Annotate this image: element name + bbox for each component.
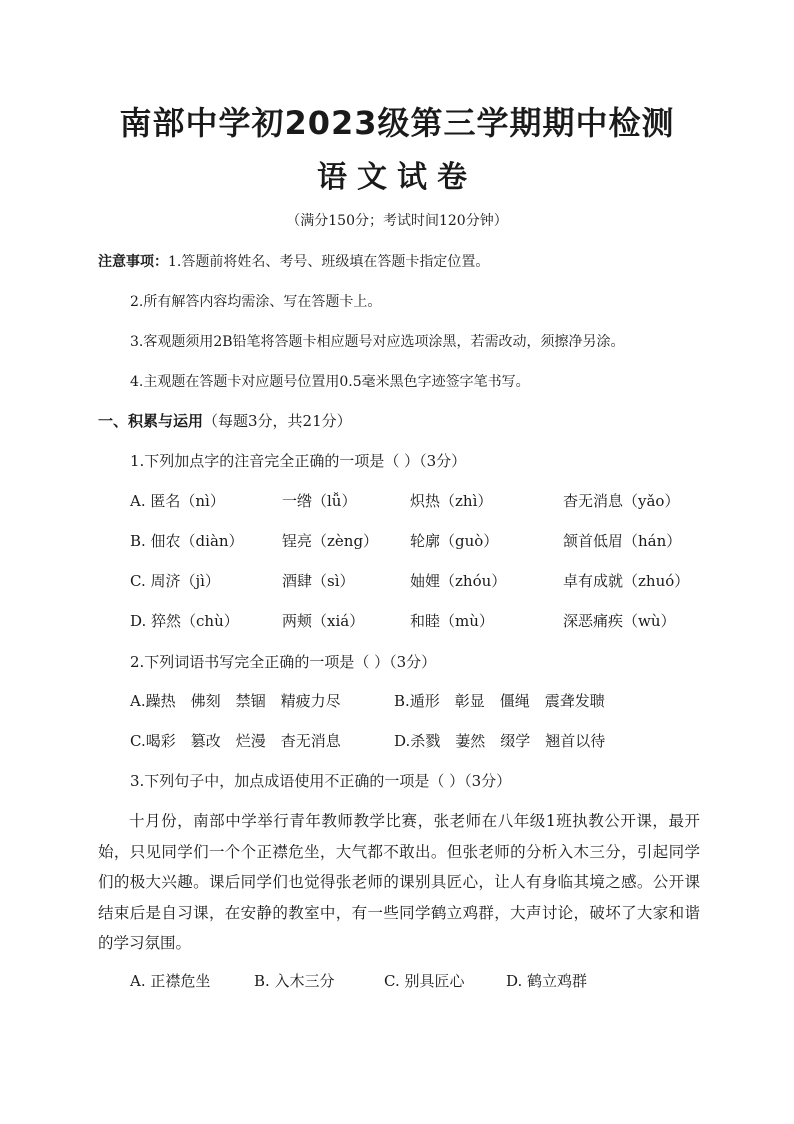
q1-a-3: 炽热（zhì） — [410, 492, 493, 510]
q1-c-4: 卓有成就（zhuó） — [563, 572, 690, 590]
q3-option-a: A. 正襟危坐 — [130, 972, 211, 990]
q3-stem: 3.下列句子中，加点成语使用不正确的一项是（ ）（3分） — [130, 772, 512, 790]
notes-item-3: 3.客观题须用2B铅笔将答题卡相应题号对应选项涂黑，若需改动，须擦净另涂。 — [130, 334, 625, 350]
q1-c-2: 酒肆（sì） — [282, 572, 355, 590]
notes-item-4: 4.主观题在答题卡对应题号位置用0.5毫米黑色字迹签字笔书写。 — [130, 374, 530, 390]
q1-d-4: 深恶痛疾（wù） — [563, 612, 676, 630]
section-1-info: （每题3分，共21分） — [203, 412, 352, 430]
section-1-heading-line — [98, 410, 352, 431]
notes-item-1-line — [98, 251, 489, 271]
q2-option-d: D.杀戮 萋然 缀学 翘首以待 — [394, 732, 606, 750]
q1-b-4: 颔首低眉（hán） — [563, 532, 682, 550]
q1-b-2: 锃亮（zèng） — [282, 532, 379, 550]
exam-subject: 语文试卷 — [317, 160, 477, 195]
q1-d-2: 两颊（xiá） — [282, 612, 365, 630]
q1-b-3: 轮廓（guò） — [410, 532, 499, 550]
section-1-heading: 一、积累与运用 — [98, 412, 204, 430]
q3-option-b: B. 入木三分 — [254, 972, 335, 990]
q1-c-3: 妯娌（zhóu） — [410, 572, 507, 590]
q1-stem: 1.下列加点字的注音完全正确的一项是（ ）（3分） — [130, 452, 467, 470]
q2-option-a: A.躁热 佛刻 禁锢 精疲力尽 — [130, 692, 341, 710]
notes-item-1: 1.答题前将姓名、考号、班级填在答题卡指定位置。 — [168, 254, 490, 270]
notes-item-2: 2.所有解答内容均需涂、写在答题卡上。 — [130, 294, 382, 310]
q3-option-c: C. 别具匠心 — [384, 972, 465, 990]
notes-label: 注意事项： — [98, 254, 168, 270]
q1-d-3: 和睦（mù） — [410, 612, 494, 630]
q1-b-1: B. 佃农（diàn） — [130, 532, 244, 550]
q1-d-1: D. 猝然（chù） — [130, 612, 239, 630]
q3-option-d: D. 鹤立鸡群 — [506, 972, 588, 990]
q2-stem: 2.下列词语书写完全正确的一项是（ ）（3分） — [130, 653, 437, 671]
q1-a-4: 杳无消息（yǎo） — [563, 492, 680, 510]
q1-a-2: 一绺（lǚ） — [282, 492, 357, 510]
q2-option-b: B.遁形 彰显 僵绳 震聋发聩 — [394, 692, 605, 710]
q1-c-1: C. 周济（jì） — [130, 572, 220, 590]
exam-title: 南部中学初2023级第三学期期中检测 — [119, 104, 675, 142]
q3-passage: 十月份，南部中学举行青年教师教学比赛，张老师在八年级1班执教公开课，最开始，只见同学们一个个正襟危坐，大气都不敢出。但张老师的分析入木三分，引起同学们的极大兴趣。课后同学们也觉得张老师的课别具匠心，让人有身临其境之感。公开课结束后是自习课，在安静的教室中，有一些同学鹤立鸡群，大声讨论，破坏了大家和谐的学习氛围。 — [98, 812, 700, 952]
score-info: （满分150分；考试时间120分钟） — [286, 213, 508, 229]
q2-option-c: C.喝彩 篡改 烂漫 杳无消息 — [130, 732, 341, 750]
q1-a-1: A. 匿名（nì） — [130, 492, 225, 510]
